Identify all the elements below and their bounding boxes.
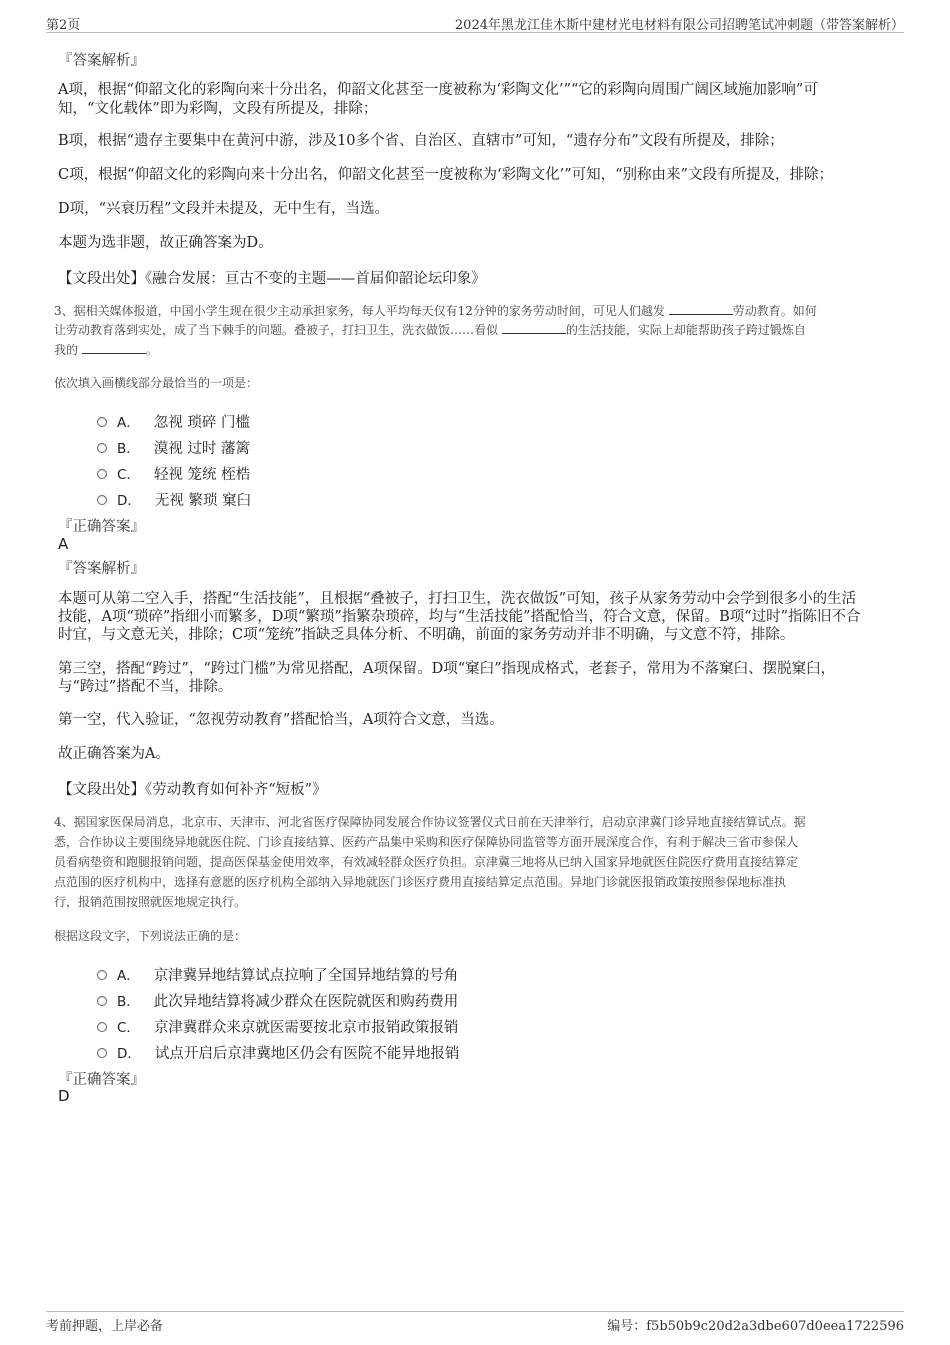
radio-icon[interactable] bbox=[97, 495, 107, 505]
radio-icon[interactable] bbox=[97, 1022, 107, 1032]
radio-icon[interactable] bbox=[97, 443, 107, 453]
option-c[interactable]: C． 京津冀群众来京就医需要按北京市报销政策报销 bbox=[97, 1016, 458, 1036]
question-stem: 4、据国家医保局消息，北京市、天津市、河北省医疗保障协同发展合作协议签署仪式日前在天津举行，启动京津冀门诊异地直接结算试点。据 bbox=[54, 815, 806, 829]
analysis-text: B项，根据“遗存主要集中在黄河中游，涉及10多个省、自治区、直辖市”可知，“遗存分布”文段有所提及，排除； bbox=[58, 133, 784, 149]
correct-answer-label: 『正确答案』 bbox=[58, 519, 145, 535]
analysis-text: 本题可从第二空入手，搭配“生活技能”，且根据“叠被子，打扫卫生，洗衣做饭”可知，孩子从家务劳动中会学到很多小的生活 bbox=[58, 591, 857, 607]
analysis-text: 第三空，搭配“跨过”，“跨过门槛”为常见搭配，A项保留。D项“窠臼”指现成格式，老套子，常用为不落窠臼、摆脱窠臼， bbox=[58, 661, 836, 677]
option-b[interactable]: B． 此次异地结算将减少群众在医院就医和购药费用 bbox=[97, 990, 458, 1010]
question-stem: 让劳动教育落到实处，成了当下棘手的问题。叠被子，打扫卫生，洗衣做饭……看似 的生活技能，实际上却能帮助孩子跨过锻炼自 bbox=[54, 323, 806, 337]
footer-slogan: 考前押题，上岸必备 bbox=[46, 1319, 164, 1334]
page-number: 第2页 bbox=[46, 18, 81, 33]
radio-icon[interactable] bbox=[97, 1048, 107, 1058]
radio-icon[interactable] bbox=[97, 469, 107, 479]
correct-answer-label: 『正确答案』 bbox=[58, 1072, 145, 1088]
radio-icon[interactable] bbox=[97, 417, 107, 427]
question-prompt: 根据这段文字，下列说法正确的是： bbox=[54, 929, 247, 943]
page-header bbox=[46, 12, 904, 33]
option-d[interactable]: D． 试点开启后京津冀地区仍会有医院不能异地报销 bbox=[97, 1042, 459, 1062]
document-id: 编号：f5b50b9c20d2a3dbe607d0eea1722596 bbox=[607, 1319, 904, 1334]
fill-blank bbox=[669, 302, 733, 315]
fill-blank bbox=[82, 341, 146, 354]
question-stem: 我的 。 bbox=[54, 343, 158, 357]
analysis-text: 时宜，与文意无关，排除；C项“笼统”指缺乏具体分析、不明确，前面的家务劳动并非不明确，与文意不符，排除。 bbox=[58, 627, 795, 643]
analysis-label: 『答案解析』 bbox=[58, 53, 145, 69]
document-title: 2024年黑龙江佳木斯中建材光电材料有限公司招聘笔试冲刺题（带答案解析） bbox=[454, 18, 904, 33]
analysis-text: 第一空，代入验证，“忽视劳动教育”搭配恰当，A项符合文意，当选。 bbox=[58, 712, 504, 728]
question-stem: 员看病垫资和跑腿报销问题，提高医保基金使用效率，有效减轻群众医疗负担。京津冀三地将从已纳入国家异地就医住院医疗费用直接结算定 bbox=[54, 855, 799, 869]
radio-icon[interactable] bbox=[97, 996, 107, 1006]
question-stem: 行，报销范围按照就医地规定执行。 bbox=[54, 895, 247, 909]
correct-answer: A bbox=[58, 535, 69, 553]
option-a[interactable]: A． 忽视 琐碎 门槛 bbox=[97, 411, 250, 431]
analysis-text: 知，“文化载体”即为彩陶，文段有所提及，排除； bbox=[58, 101, 378, 117]
analysis-text: C项，根据“仰韶文化的彩陶向来十分出名，仰韶文化甚至一度被称为‘彩陶文化’”可知，“别称由来”文段有所提及，排除； bbox=[58, 167, 833, 183]
page-footer bbox=[46, 1311, 904, 1334]
analysis-label: 『答案解析』 bbox=[58, 561, 145, 577]
question-stem: 点范围的医疗机构中，选择有意愿的医疗机构全部纳入异地就医门诊医疗费用直接结算定点范围。异地门诊就医报销政策按照参保地标准执 bbox=[54, 875, 787, 889]
question-prompt: 依次填入画横线部分最恰当的一项是： bbox=[54, 376, 259, 390]
analysis-text: 本题为选非题，故正确答案为D。 bbox=[58, 235, 273, 251]
option-b[interactable]: B． 漠视 过时 藩篱 bbox=[97, 437, 250, 457]
source-citation: 【文段出处】《融合发展：亘古不变的主题——首届仰韶论坛印象》 bbox=[58, 271, 486, 287]
option-a[interactable]: A． 京津冀异地结算试点拉响了全国异地结算的号角 bbox=[97, 964, 458, 984]
analysis-text: A项，根据“仰韶文化的彩陶向来十分出名，仰韶文化甚至一度被称为‘彩陶文化’”“它的彩陶向周围广阔区域施加影响”可 bbox=[58, 82, 818, 98]
question-stem: 悉，合作协议主要围绕异地就医住院、门诊直接结算、医药产品集中采购和医疗保障协同监管等方面开展深度合作，有利于解决三省市参保人 bbox=[54, 835, 799, 849]
analysis-text: D项，“兴衰历程”文段并未提及，无中生有，当选。 bbox=[58, 201, 389, 217]
question-stem: 3、据相关媒体报道，中国小学生现在很少主动承担家务，每人平均每天仅有12分钟的家务劳动时间，可见人们越发 劳动教育。如何 bbox=[54, 304, 817, 318]
analysis-text: 与“跨过”搭配不当，排除。 bbox=[58, 679, 233, 695]
analysis-text: 技能，A项“琐碎”指细小而繁多，D项“繁琐”指繁杂琐碎，均与“生活技能”搭配恰当，符合文意，保留。B项“过时”指陈旧不合 bbox=[58, 609, 861, 625]
correct-answer: D bbox=[58, 1087, 70, 1105]
source-citation: 【文段出处】《劳动教育如何补齐“短板”》 bbox=[58, 782, 327, 798]
radio-icon[interactable] bbox=[97, 970, 107, 980]
option-c[interactable]: C． 轻视 笼统 桎梏 bbox=[97, 463, 250, 483]
option-d[interactable]: D． 无视 繁琐 窠臼 bbox=[97, 489, 251, 509]
fill-blank bbox=[502, 321, 566, 334]
analysis-text: 故正确答案为A。 bbox=[58, 746, 170, 762]
